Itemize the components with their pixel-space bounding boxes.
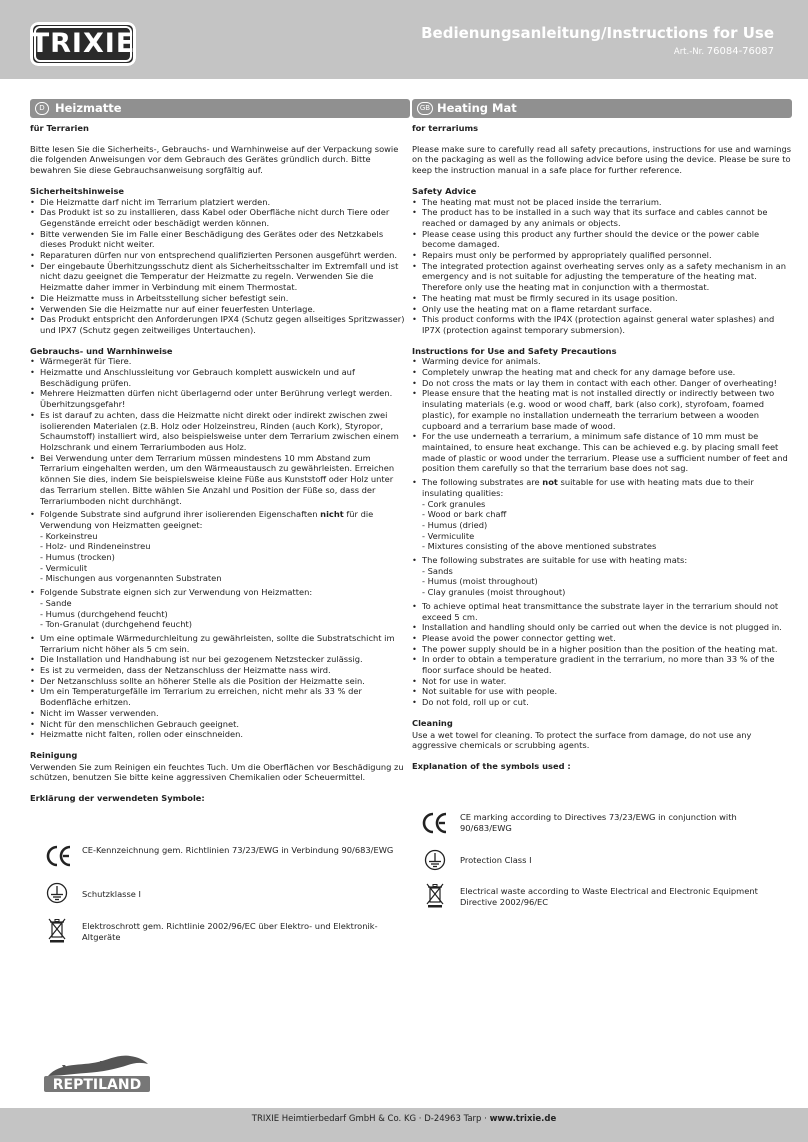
not-suitable-post-gb: suitable for use with heating mats due to their insulating qualities: bbox=[422, 477, 754, 498]
substrate-item: - Sands bbox=[422, 565, 453, 576]
trixie-logo bbox=[30, 22, 136, 66]
list-item: • The heating mat must not be placed inside the terrarium. bbox=[412, 197, 792, 208]
safety-list-de bbox=[30, 197, 410, 336]
not-suitable-pre-de: Folgende Substrate sind aufgrund ihrer isolierenden Eigenschaften bbox=[40, 509, 321, 520]
list-item: • Der Netzanschluss sollte an höherer Stelle als die Position der Heizmatte sein. bbox=[30, 676, 410, 687]
list-item: • In order to obtain a temperature gradient in the terrarium, no more than 33 % of the floor surface should be heated. bbox=[412, 654, 792, 675]
use-list-de bbox=[30, 356, 410, 740]
list-item: • Installation and handling should only be carried out when the device is not plugged in. bbox=[412, 622, 792, 633]
symbol-text-class-gb: Protection Class I bbox=[460, 855, 532, 865]
language-badge-gb: GB bbox=[417, 102, 433, 115]
use-title-gb: Instructions for Use and Safety Precautions bbox=[412, 345, 617, 356]
substrate-item: - Mischungen aus vorgenannten Substraten bbox=[40, 573, 222, 584]
list-item: • Heizmatte und Anschlussleitung vor Gebrauch komplett auswickeln und auf Beschädigung prüfen. bbox=[30, 367, 410, 388]
list-item: • Die Heizmatte muss in Arbeitsstellung sicher befestigt sein. bbox=[30, 293, 410, 304]
symbol-text-weee-gb: Electrical waste according to Waste Electrical and Electronic Equipment Directive 2002/96/EC bbox=[460, 886, 758, 907]
substrate-item: - Holz- und Rindeneinstreu bbox=[40, 541, 151, 552]
list-item: • Only use the heating mat on a flame retardant surface. bbox=[412, 304, 792, 315]
intro-gb: Please make sure to carefully read all safety precautions, instructions for use and warnings on the packaging as well as the following advice before using the device. Please be sure to keep the instruction manual in a safe place for further reference. bbox=[412, 143, 792, 176]
language-badge-de: D bbox=[35, 102, 49, 115]
footer-website[interactable]: www.trixie.de bbox=[489, 1114, 557, 1124]
footer bbox=[0, 1108, 808, 1142]
ce-mark-icon bbox=[422, 812, 448, 834]
article-number-value: 76084-76087 bbox=[706, 46, 774, 57]
list-item: • For the use underneath a terrarium, a minimum safe distance of 10 mm must be maintained, to ensure heat exchange. This can be achieved e.g. by placing small feet made of plastic or wood under the terrarium. Please use a sufficient number of feet and position them carefully so that the terrarium base does not sag. bbox=[412, 431, 792, 474]
cleaning-title-de: Reinigung bbox=[30, 749, 78, 760]
list-item: • Die Installation und Handhabung ist nur bei gezogenem Netzstecker zulässig. bbox=[30, 654, 410, 665]
list-item: • The heating mat must be firmly secured in its usage position. bbox=[412, 293, 792, 304]
list-item: • This product conforms with the IP4X (protection against general water splashes) and IP7X (protection against temporary submersion). bbox=[412, 314, 792, 335]
waste-bin-icon bbox=[426, 882, 444, 908]
safety-title-gb: Safety Advice bbox=[412, 185, 477, 196]
list-item: • Not for use in water. bbox=[412, 676, 792, 687]
reptiland-logo bbox=[42, 1052, 152, 1094]
document-title: Bedienungsanleitung/Instructions for Use bbox=[421, 24, 774, 42]
ce-mark-icon bbox=[46, 845, 72, 867]
list-item: • Es ist zu vermeiden, dass der Netzanschluss der Heizmatte nass wird. bbox=[30, 665, 410, 676]
symbols-title-de: Erklärung der verwendeten Symbole: bbox=[30, 793, 205, 804]
substrate-item: - Ton-Granulat (durchgehend feucht) bbox=[40, 619, 192, 630]
list-item: • Nicht im Wasser verwenden. bbox=[30, 708, 410, 719]
list-item: • The power supply should be in a higher position than the position of the heating mat. bbox=[412, 644, 792, 655]
not-suitable-bold-de: nicht bbox=[320, 509, 344, 520]
substrate-item: - Cork granules bbox=[422, 498, 486, 509]
list-item: • Verwenden Sie die Heizmatte nur auf einer feuerfesten Unterlage. bbox=[30, 304, 410, 315]
list-item: • Do not cross the mats or lay them in contact with each other. Danger of overheating! bbox=[412, 378, 792, 389]
list-item: • Repairs must only be performed by appropriately qualified personnel. bbox=[412, 250, 792, 261]
list-item: • Do not fold, roll up or cut. bbox=[412, 697, 792, 708]
protection-class-icon bbox=[46, 882, 68, 904]
not-suitable-bold-gb: not bbox=[542, 477, 558, 488]
section-header-de bbox=[30, 99, 410, 118]
trixie-logo-text: TRIXIE bbox=[30, 22, 136, 66]
list-item: • Es ist darauf zu achten, dass die Heizmatte nicht direkt oder indirekt zwischen zwei isolierenden Materialen (z.B. Holz oder Holzeinstreu, Rinden (auch Kork), Styropor, Schaumstoff) installiert wird, also beispielsweise unter dem Terrarium zwischen einem Holzschrank und einem Terrariumboden aus Holz. bbox=[30, 410, 410, 453]
symbols-title-gb: Explanation of the symbols used : bbox=[412, 760, 571, 771]
list-item: • Mehrere Heizmatten dürfen nicht überlagernd oder unter Berührung verlegt werden. Überhitzungsgefahr! bbox=[30, 388, 410, 409]
substrate-item: - Humus (moist throughout) bbox=[422, 576, 538, 587]
substrate-item: - Korkeinstreu bbox=[40, 530, 98, 541]
section-title-gb: Heating Mat bbox=[437, 101, 517, 115]
list-item: • Nicht für den menschlichen Gebrauch geeignet. bbox=[30, 719, 410, 730]
list-item bbox=[30, 509, 410, 584]
cleaning-text-gb: Use a wet towel for cleaning. To protect the surface from damage, do not use any aggressive chemicals or scrubbing agents. bbox=[412, 729, 752, 751]
cleaning-text-de: Verwenden Sie zum Reinigen ein feuchtes Tuch. Um die Oberflächen vor Beschädigung zu schützen, benutzen Sie bitte keine aggressiven Chemikalien oder Scheuermittel. bbox=[30, 761, 404, 783]
english-column bbox=[412, 99, 792, 772]
list-item: • Please avoid the power connector getting wet. bbox=[412, 633, 792, 644]
list-item: • Heizmatte nicht falten, rollen oder einschneiden. bbox=[30, 729, 410, 740]
substrate-item: - Vermiculit bbox=[40, 562, 88, 573]
german-column bbox=[30, 99, 410, 804]
substrate-item: - Humus (trocken) bbox=[40, 552, 115, 563]
list-item bbox=[412, 477, 792, 552]
list-item: • Completely unwrap the heating mat and check for any damage before use. bbox=[412, 367, 792, 378]
list-item: • Bei Verwendung unter dem Terrarium müssen mindestens 10 mm Abstand zum Terrarium eingehalten werden, um den Wärmeaustausch zu gewährleisten. Erreichen können Sie dies, indem Sie beispielsweise kleine Füße aus Kunststoff oder Holz unter das Terrarium stellen. Bitte wählen Sie Anzahl und Position der Füße so, dass der Terrariumboden nicht durchhängt. bbox=[30, 453, 410, 507]
list-item: • Please cease using this product any further should the device or the power cable become damaged. bbox=[412, 229, 792, 250]
article-number bbox=[674, 46, 774, 57]
safety-title-de: Sicherheitshinweise bbox=[30, 185, 125, 196]
not-suitable-post-de: für die Verwendung von Heizmatten geeignet: bbox=[40, 509, 374, 530]
intro-de: Bitte lesen Sie die Sicherheits-, Gebrauchs- und Warnhinweise auf der Verpackung sowie die folgenden Anweisungen vor dem Gebrauch des Gerätes gründlich durch. Bitte bewahren Sie diese Gebrauchsanweisung sorgfältig auf. bbox=[30, 143, 399, 176]
list-item: • Bitte verwenden Sie im Falle einer Beschädigung des Gerätes oder des Netzkabels dieses Produkt nicht weiter. bbox=[30, 229, 410, 250]
section-title-de: Heizmatte bbox=[55, 101, 122, 115]
list-item: • Das Produkt entspricht den Anforderungen IPX4 (Schutz gegen allseitiges Spritzwasser) und IPX7 (Schutz gegen zeitweiliges Untertauchen). bbox=[30, 314, 410, 335]
symbol-text-class-de: Schutzklasse I bbox=[82, 889, 141, 899]
list-item: • Warming device for animals. bbox=[412, 356, 792, 367]
use-list-gb bbox=[412, 356, 792, 708]
symbol-text-weee-de: Elektroschrott gem. Richtlinie 2002/96/EC über Elektro- und Elektronik-Altgeräte bbox=[82, 921, 378, 942]
list-item: • The integrated protection against overheating serves only as a safety mechanism in an emergency and is not suitable for adjusting the temperature of the heating mat. Therefore only use the heating mat in conjunction with a thermostat. bbox=[412, 261, 792, 293]
list-item: • Reparaturen dürfen nur von entsprechend qualifizierten Personen ausgeführt werden. bbox=[30, 250, 410, 261]
list-item: • Um eine optimale Wärmedurchleitung zu gewährleisten, sollte die Substratschicht im Terrarium nicht höher als 5 cm sein. bbox=[30, 633, 410, 654]
list-item: • Die Heizmatte darf nicht im Terrarium platziert werden. bbox=[30, 197, 410, 208]
use-title-de: Gebrauchs- und Warnhinweise bbox=[30, 345, 173, 356]
list-item: • To achieve optimal heat transmittance the substrate layer in the terrarium should not exceed 5 cm. bbox=[412, 601, 792, 622]
list-item: • Please ensure that the heating mat is not installed directly or indirectly between two insulating materials (e.g. wood or wood chaff, bark (also cork), styrofoam, foamed plastic), for example no installation underneath the terrarium between a wooden cupboard and a terrarium base made of wood. bbox=[412, 388, 792, 431]
suitable-intro-de: Folgende Substrate eignen sich zur Verwendung von Heizmatten: bbox=[40, 587, 313, 598]
waste-bin-icon bbox=[48, 917, 66, 943]
list-item: • Der eingebaute Überhitzungsschutz dient als Sicherheitsschalter im Extremfall und ist nicht dazu geeignet die Temperatur der Heizmatte zu regeln. Verwenden Sie die Heizmatte daher immer in Verbindung mit einem Thermostat. bbox=[30, 261, 410, 293]
list-item bbox=[412, 555, 792, 598]
suitable-intro-gb: The following substrates are suitable for use with heating mats: bbox=[422, 555, 688, 566]
protection-class-icon bbox=[424, 849, 446, 871]
substrate-item: - Sande bbox=[40, 597, 72, 608]
cleaning-title-gb: Cleaning bbox=[412, 717, 453, 728]
list-item: • Um ein Temperaturgefälle im Terrarium zu erreichen, nicht mehr als 33 % der Bodenfläche erhitzen. bbox=[30, 686, 410, 707]
substrate-item: - Wood or bark chaff bbox=[422, 509, 507, 520]
substrate-item: - Humus (dried) bbox=[422, 519, 488, 530]
substrate-item: - Clay granules (moist throughout) bbox=[422, 587, 566, 598]
list-item bbox=[30, 587, 410, 630]
symbol-text-ce-gb: CE marking according to Directives 73/23/EWG in conjunction with 90/683/EWG bbox=[460, 812, 737, 833]
subtitle-de: für Terrarien bbox=[30, 123, 89, 133]
section-header-gb bbox=[412, 99, 792, 118]
list-item: • Not suitable for use with people. bbox=[412, 686, 792, 697]
subtitle-gb: for terrariums bbox=[412, 123, 479, 133]
substrate-item: - Humus (durchgehend feucht) bbox=[40, 608, 168, 619]
safety-list-gb bbox=[412, 197, 792, 336]
substrate-item: - Mixtures consisting of the above mentioned substrates bbox=[422, 541, 657, 552]
list-item: • Wärmegerät für Tiere. bbox=[30, 356, 410, 367]
list-item: • Das Produkt ist so zu installieren, dass Kabel oder Oberfläche nicht durch Tiere oder Gegenstände erreicht oder beschädigt werden können. bbox=[30, 207, 410, 228]
reptiland-logo-text: REPTILAND bbox=[52, 1077, 142, 1093]
article-prefix: Art.-Nr. bbox=[673, 47, 705, 57]
list-item: • The product has to be installed in a such way that its surface and cables cannot be reached or damaged by any animals or objects. bbox=[412, 207, 792, 228]
substrate-item: - Vermiculite bbox=[422, 530, 475, 541]
symbol-text-ce-de: CE-Kennzeichnung gem. Richtlinien 73/23/EWG in Verbindung 90/683/EWG bbox=[82, 845, 394, 855]
header bbox=[0, 0, 808, 79]
not-suitable-pre-gb: The following substrates are bbox=[422, 477, 543, 488]
footer-company: TRIXIE Heimtierbedarf GmbH & Co. KG · D-24963 Tarp · bbox=[251, 1114, 490, 1124]
